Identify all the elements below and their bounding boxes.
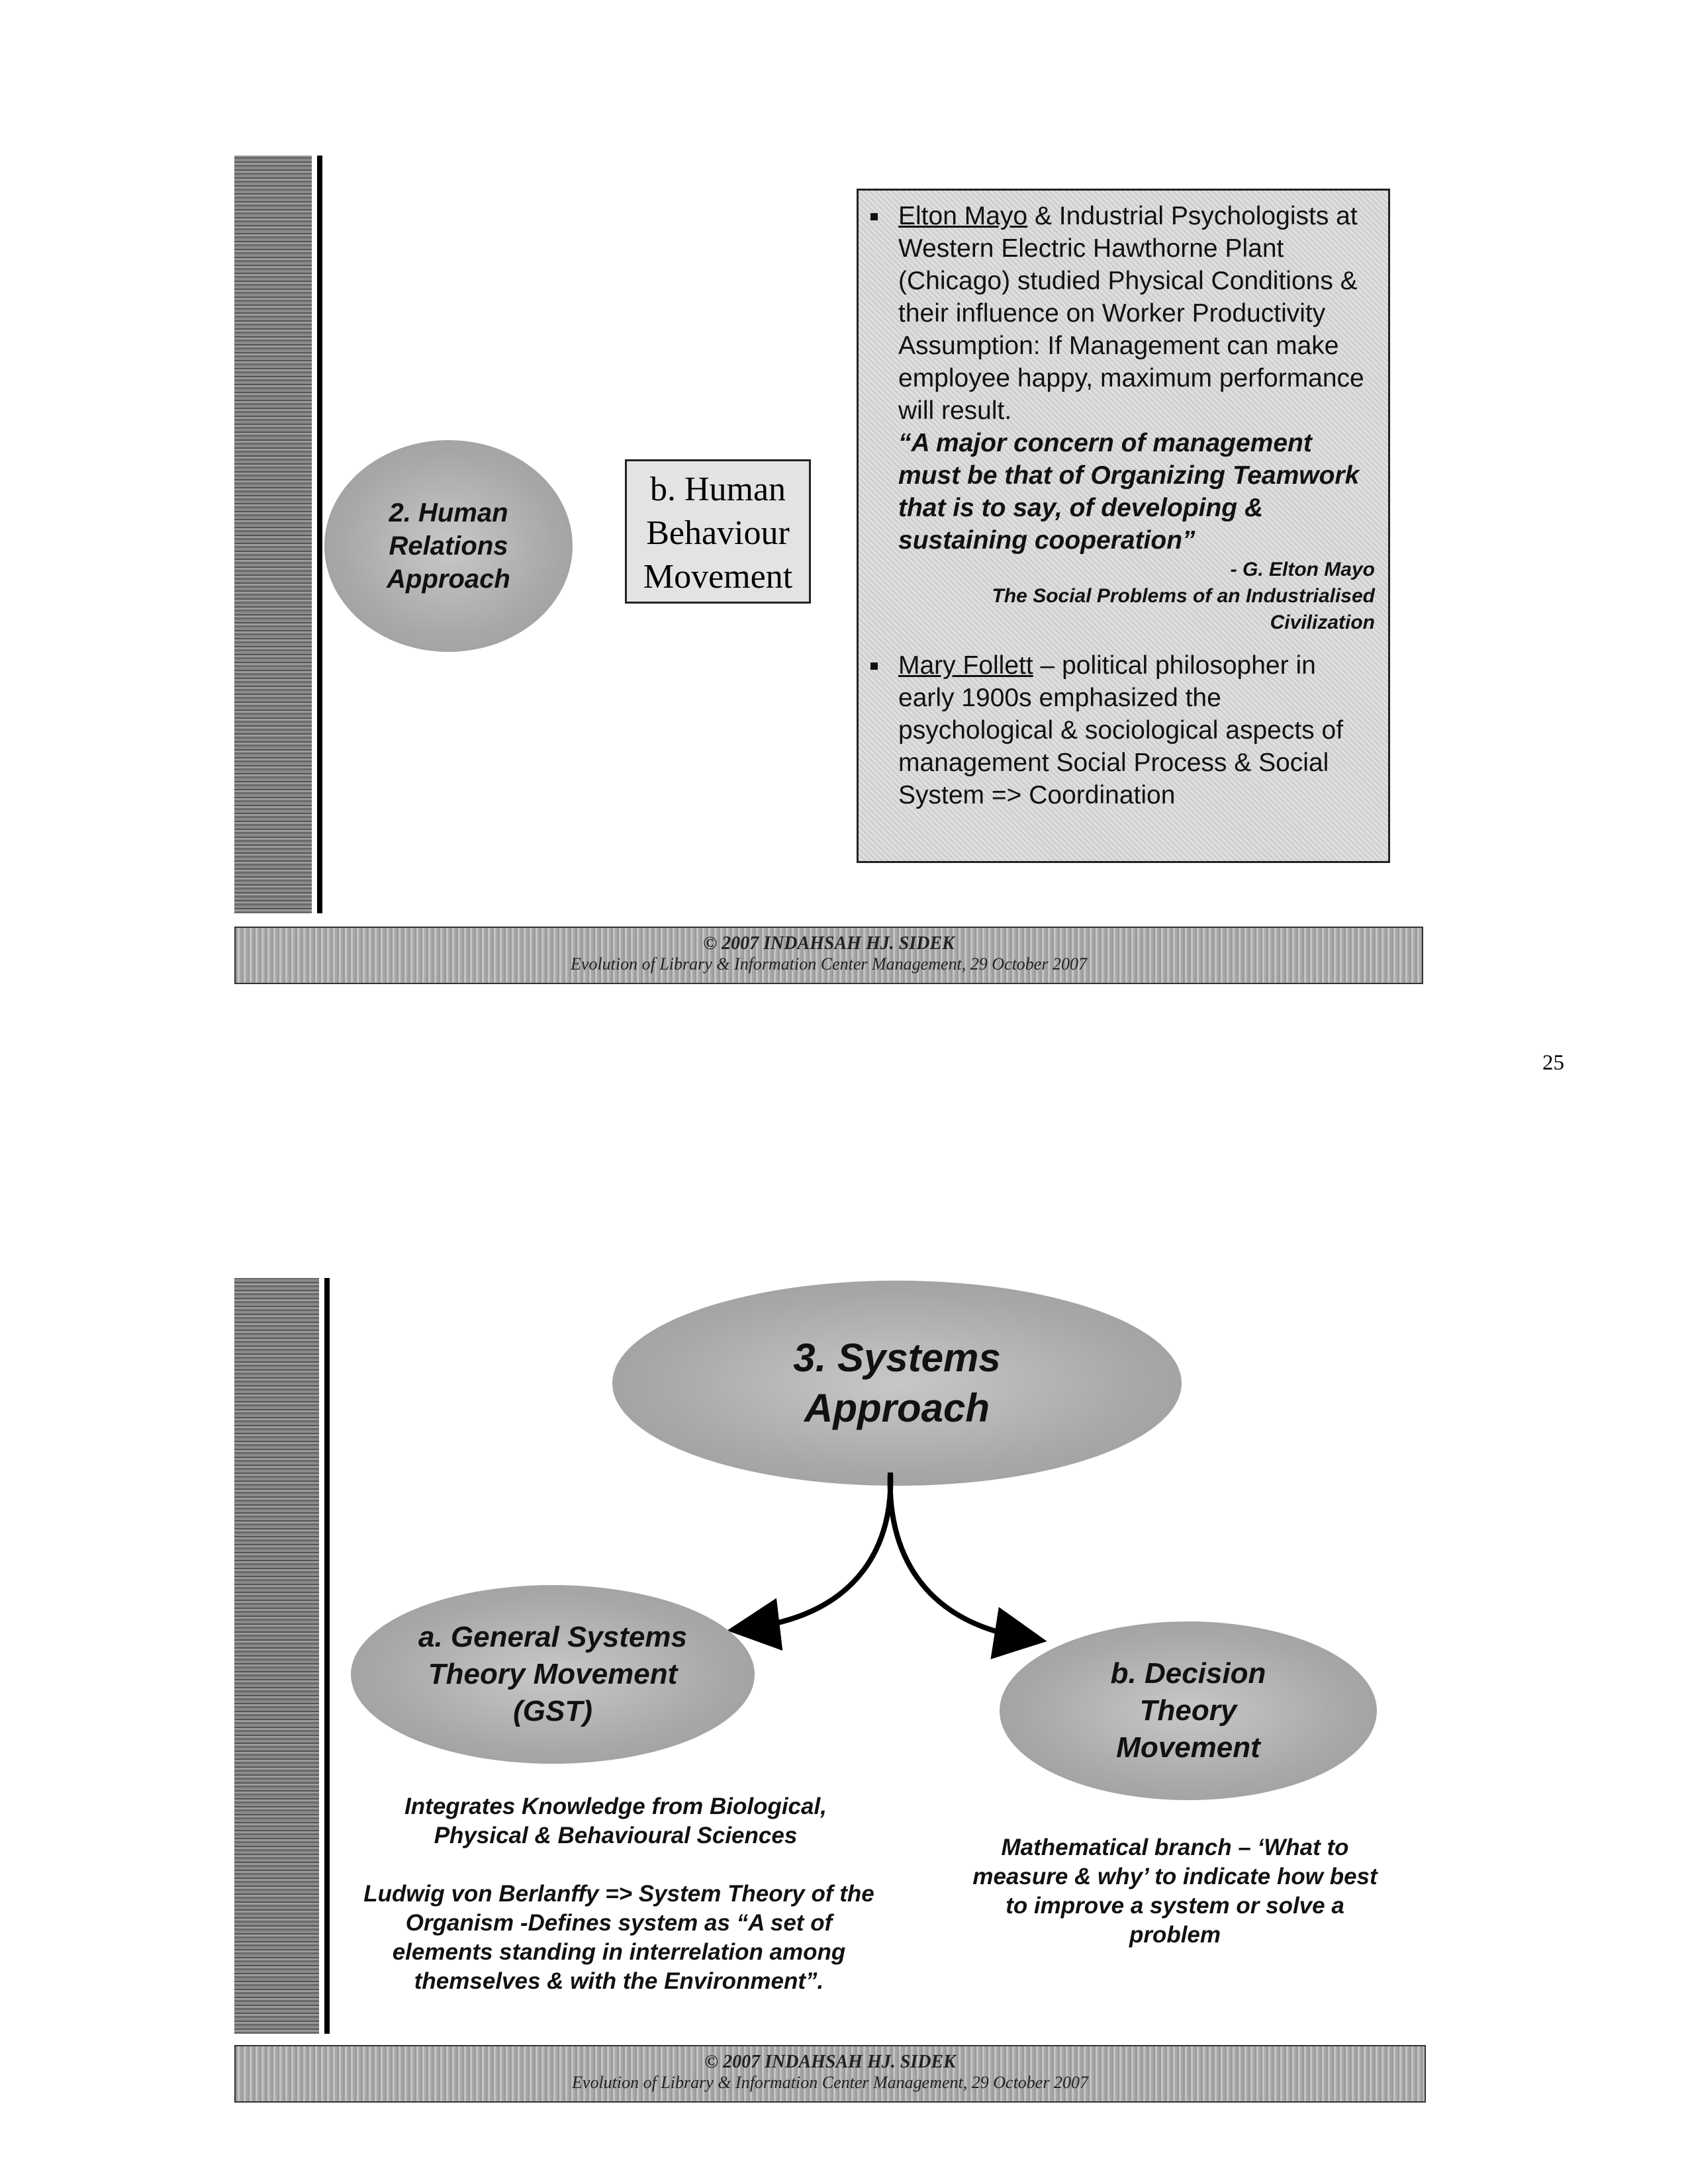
- cloud-label: 2. Human Relations Approach: [387, 498, 510, 594]
- name: Mary Follett: [898, 651, 1033, 680]
- decision-theory-cloud: [1000, 1621, 1377, 1800]
- slide2-footer: [234, 2045, 1426, 2103]
- copyright: © 2007 INDAHSAH HJ. SIDEK: [704, 2052, 956, 2072]
- quote: “A major concern of management must be that of Organizing Teamwork that is to say, of developing & sustaining cooperation”: [898, 429, 1360, 555]
- arrow-right: [890, 1473, 1026, 1638]
- attribution: - G. Elton Mayo: [1230, 559, 1375, 580]
- human-behaviour-box: b. Human Behaviour Movement: [625, 459, 811, 604]
- source: The Social Problems of an Industrialised Civilization: [992, 585, 1375, 633]
- berlanffy-description: Ludwig von Berlanffy => System Theory of the Organism -Defines system as “A set of elements standing in interrelation among themselves & with the Environment”.: [363, 1881, 874, 1994]
- general-systems-cloud: [351, 1585, 755, 1764]
- slide1-textbox: [857, 189, 1390, 863]
- slide1-sidebar: [234, 156, 317, 913]
- cloud-label: a. General Systems Theory Movement (GST): [418, 1621, 687, 1727]
- decision-theory-description: Mathematical branch – ‘What to measure & why’ to indicate how best to improve a system or solve a problem: [972, 1835, 1378, 1948]
- gst-description: Integrates Knowledge from Biological, Physical & Behavioural Sciences: [404, 1794, 827, 1848]
- systems-approach-cloud: [612, 1281, 1182, 1486]
- cloud-label: b. Decision Theory Movement: [1110, 1657, 1266, 1764]
- slide1-footer: [234, 927, 1423, 984]
- cloud-label: 3. Systems Approach: [793, 1336, 1001, 1430]
- footer-subtitle: Evolution of Library & Information Center Management, 29 October 2007: [571, 954, 1087, 974]
- bullet-mary-follett: [870, 649, 1375, 811]
- footer-subtitle: Evolution of Library & Information Center Management, 29 October 2007: [572, 2073, 1088, 2092]
- text: & Industrial Psychologists at Western Electric Hawthorne Plant (Chicago) studied Physical Conditions & their influence on Worker Productivity Assumption: If Management can make employee happy, maximum performance will result.: [898, 202, 1364, 425]
- copyright: © 2007 INDAHSAH HJ. SIDEK: [703, 933, 955, 954]
- page-number: 25: [1542, 1051, 1564, 1075]
- name: Elton Mayo: [898, 202, 1028, 230]
- text: – political philosopher in early 1900s emphasized the psychological & sociological aspects of management Social Process & Social System => Coordination: [898, 651, 1344, 809]
- bullet-elton-mayo: [870, 200, 1375, 636]
- branch-arrows: [728, 1463, 1059, 1661]
- arrow-left: [748, 1473, 890, 1628]
- slide2-sidebar: [234, 1278, 324, 2034]
- human-relations-cloud: [324, 440, 573, 652]
